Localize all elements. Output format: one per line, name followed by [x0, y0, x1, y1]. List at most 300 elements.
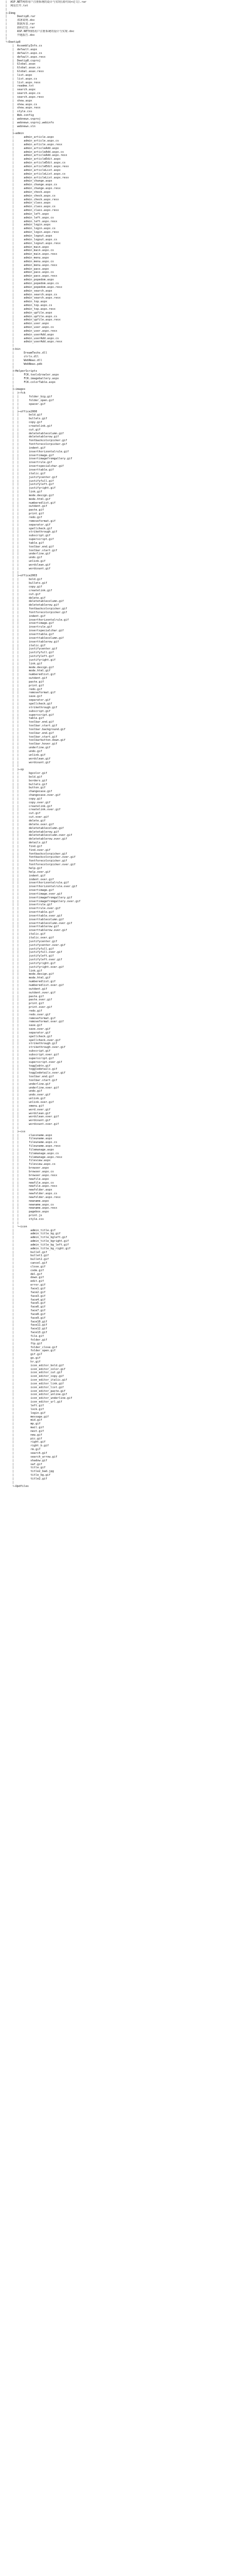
tree-line: │ Deetip8.csproj — [5, 59, 41, 62]
tree-line: │ │ newfolder.aspx.cs — [5, 1192, 57, 1196]
tree-line: │ │ fontbackcolorpicker.gif — [5, 607, 67, 611]
tree-line: │ ASP.NET网络用户注册系统的设计与实现(源代码+论文).rar — [5, 1, 87, 4]
tree-line: │ │ outdent.gif — [5, 505, 48, 508]
tree-line: │ │ insertspecialchar.gif — [5, 629, 64, 633]
tree-line: │ bullet.gif — [5, 1250, 48, 1254]
tree-line: │ │ — [5, 1126, 19, 1130]
tree-line: │ │ copy.gif — [5, 421, 42, 425]
tree-line: │ admin_articleAdd.aspx — [5, 146, 59, 150]
tree-line: │ admin_user.aspx — [5, 322, 49, 326]
tree-line: │ FCK.colorTable.aspx — [5, 380, 56, 384]
tree-line: │ ├─xp — [5, 768, 24, 772]
tree-line: │ DreamTechs.dll — [5, 351, 48, 355]
tree-line: │ │ copy.gif — [5, 585, 42, 589]
tree-line: │ login.gif — [5, 1411, 45, 1415]
tree-line: │ │ bold.gif — [5, 775, 42, 779]
tree-line: │ │ classname.aspx — [5, 1133, 52, 1137]
tree-line: │ face8.gif — [5, 1312, 45, 1316]
tree-line: │ │ indent.gif — [5, 614, 45, 618]
tree-line: │ │ cut.gif — [5, 592, 41, 596]
tree-line: │ │ deletetablecolumn.gif — [5, 826, 64, 830]
tree-line: │ │ removeformat.over.gif — [5, 1020, 64, 1024]
tree-line: │ │ changecase.over.gif — [5, 794, 61, 797]
tree-line: │ default.aspx.resx — [5, 55, 45, 59]
tree-line: │ rm.gif — [5, 1448, 41, 1452]
tree-line: │ │ unlink.gif — [5, 753, 45, 757]
tree-line: │ │ justifycenter.gif — [5, 647, 57, 651]
tree-line: │ │ subscript.gif — [5, 709, 51, 713]
tree-line: │ │ deletetablerow.over.gif — [5, 837, 67, 841]
tree-line: │ admin_userAdd.aspx.cs — [5, 336, 59, 340]
tree-line: │ │ help.gif — [5, 866, 42, 870]
tree-line: │ │ justifyleft.gif — [5, 655, 54, 659]
tree-line: │ │ superscript.gif — [5, 713, 54, 717]
tree-line: │ admin_article.aspx.resx — [5, 143, 63, 146]
tree-line: │ shadow.gif — [5, 1459, 48, 1462]
tree-line: │ icon_editor_copy.gif — [5, 1375, 64, 1379]
tree-line: │ edit.gif — [5, 1280, 44, 1283]
tree-line: │ │ — [5, 1221, 19, 1225]
tree-line: │ admin_login.aspx.cs — [5, 227, 56, 231]
tree-line: │ │ removeformat.gif — [5, 519, 56, 523]
tree-line: │ admin_title_bgleft.gif — [5, 1236, 67, 1240]
tree-line: │ admin_login.aspx.resx — [5, 231, 59, 234]
tree-line: │ │ details.gif — [5, 841, 48, 845]
tree-line: │ │ folder_open.gif — [5, 398, 54, 402]
tree-line: │ │ toggledetails.gif — [5, 1068, 57, 1071]
tree-line: │ face12.gif — [5, 1327, 48, 1331]
tree-line: │ │ indent.gif — [5, 446, 45, 450]
tree-line: │ admin_articleList.aspx.cs — [5, 172, 66, 176]
tree-line: │ │ inserttable.gif — [5, 911, 54, 914]
tree-line: │ │ xmenu.gif — [5, 1104, 44, 1108]
tree-line: │ WebNews.dll — [5, 358, 42, 362]
tree-line: │ admin_articleEdit.aspx — [5, 158, 61, 161]
tree-line: │ │ print.js — [5, 1214, 42, 1218]
tree-line: │ message.gif — [5, 1415, 49, 1419]
tree-line: │ face7.gif — [5, 1309, 45, 1313]
tree-line: │ admin_top.aspx — [5, 300, 48, 304]
tree-line: │ │ fontforecolorpicker.gif — [5, 443, 67, 447]
tree-line: │ admin_article.aspx — [5, 136, 54, 139]
tree-line: │ │ inserttablecolumn.over.gif — [5, 921, 72, 925]
tree-line: │ │ removeformat.gif — [5, 1016, 56, 1020]
tree-line: │ │ separator.gif — [5, 1031, 51, 1035]
tree-line: │ 数据库表.rar — [5, 22, 35, 26]
tree-line: │ │ filemanage.aspx.cs — [5, 1152, 59, 1155]
tree-line: │ │ underline.gif — [5, 746, 51, 750]
tree-line: │ │ delete.gif — [5, 819, 45, 823]
tree-line: │ │ link.gif — [5, 969, 42, 973]
tree-line: │ admin_change.aspx.resx — [5, 187, 61, 191]
tree-line: │ │ strikethrough.gif — [5, 706, 57, 709]
tree-line: │ admin_logout.aspx.resx — [5, 241, 61, 245]
tree-line: │ icon_editor_underline.gif — [5, 1397, 72, 1400]
tree-line: │ │ spellcheck.gif — [5, 702, 52, 706]
tree-line: │ │ newfolder.aspx.resx — [5, 1195, 61, 1199]
tree-line: │ │ insertrule.gif — [5, 903, 52, 907]
tree-line: │ code.gif — [5, 1269, 44, 1272]
tree-line: │ │ save.gif — [5, 695, 42, 699]
tree-line: │ bullet1.gif — [5, 1254, 49, 1258]
tree-line: │ │ subscript.gif — [5, 534, 51, 538]
tree-line: │ icon_editor_cut.gif — [5, 1371, 63, 1375]
tree-line: │ admin_upfile.aspx.resx — [5, 318, 61, 322]
tree-line: │ │ redo.gif — [5, 515, 42, 519]
tree-line: │ ├─office2000 — [5, 410, 37, 413]
tree-line: │ │ link.gif — [5, 490, 42, 494]
tree-line: │ face4.gif — [5, 1298, 45, 1302]
tree-line: │ │ justifyright.gif — [5, 658, 56, 662]
tree-line: │ │ cut.gif — [5, 428, 41, 432]
tree-line: │ search.aspx.resx — [5, 95, 44, 99]
tree-line: │ right_b.gif — [5, 1444, 49, 1448]
tree-line: └─Updfiles — [5, 1484, 29, 1488]
tree-line: │ │ delete.over.gif — [5, 823, 54, 826]
tree-line: │ │ createlink.over.gif — [5, 808, 61, 812]
tree-line: │ — [5, 366, 14, 370]
tree-line: │ │ deletetablecolumn.gif — [5, 600, 64, 604]
tree-line: │ admin_articleAdd.aspx.resx — [5, 154, 67, 158]
tree-line: │ admin_logout.aspx — [5, 234, 52, 238]
tree-line: │ │ browser.aspx.resx — [5, 1173, 57, 1177]
tree-line: │ │ wordcount.gif — [5, 567, 51, 570]
tree-line: │ │ deletetablecolumn.over.gif — [5, 834, 72, 837]
tree-line: │ │ underline.gif — [5, 1082, 51, 1086]
tree-line: │ │ insertimagefromgallery.gif — [5, 896, 72, 899]
tree-line: │ │ cut.over.gif — [5, 816, 49, 819]
tree-line: │ face5.gif — [5, 1302, 45, 1305]
tree-line: │ admin_userAdd.aspx — [5, 333, 54, 336]
tree-line: │ │ mode.html.gif — [5, 976, 51, 980]
tree-line: │ │ insertspecialchar.gif — [5, 465, 64, 468]
tree-line: │ │ copy.over.gif — [5, 801, 51, 804]
tree-line: │ │ inserthorizontalrule.gif — [5, 450, 69, 453]
tree-line: │ icon_editor_bold.gif — [5, 1364, 64, 1367]
tree-line: │ │ newfolder.aspx — [5, 1188, 52, 1192]
tree-line: │ 网站打开.txt — [5, 4, 28, 7]
tree-line: │ │ spacer.gif — [5, 402, 45, 406]
tree-line: │ admin_articleAdd.aspx.cs — [5, 150, 64, 154]
tree-line: │ │ justifyfull.gif — [5, 947, 54, 951]
tree-line: │ │ justifyleft.gif — [5, 483, 54, 487]
tree-line: │ cancel.gif — [5, 1262, 48, 1265]
tree-line: │ │ insertrule.over.gif — [5, 907, 61, 911]
tree-line: │ │ outdent.gif — [5, 677, 48, 680]
tree-line: │ admin_pass.aspx.cs — [5, 271, 54, 275]
tree-line: │ │ toolbar.start.gif — [5, 1078, 57, 1082]
tree-line: │ lock.gif — [5, 1407, 44, 1411]
tree-line: │ Global.asax.cs — [5, 66, 41, 70]
tree-line: │ │ paste.gif — [5, 995, 44, 998]
tree-line: │ └─icon — [5, 1225, 27, 1228]
tree-line: │ │ bold.gif — [5, 413, 42, 417]
tree-line: │ │ subscript.over.gif — [5, 1053, 59, 1056]
tree-line: │ │ fileuname.aspx.resx — [5, 1145, 61, 1148]
tree-line: │ swf.gif — [5, 1462, 42, 1466]
tree-line: │ face1.gif — [5, 1287, 45, 1290]
tree-line: │ │ toolbar.start.gif — [5, 549, 57, 552]
tree-line: │ — [5, 1481, 14, 1484]
tree-line: │ │ spellcheck.gif — [5, 1035, 52, 1038]
tree-line: │ admin_left.aspx.cs — [5, 216, 54, 220]
tree-line: │ go.gif — [5, 1357, 41, 1360]
tree-line: │ │ print.gif — [5, 512, 44, 516]
tree-line: └─Deetip8 — [5, 41, 21, 44]
tree-line: │ list.aspx.resx — [5, 81, 41, 84]
tree-line: │ title2_bad.jpg — [5, 1470, 54, 1474]
tree-line: │ │ toolbar.end.gif — [5, 545, 54, 549]
tree-line: │ │ wordcount.gif — [5, 1119, 51, 1123]
tree-line: │ │ wordcount.over.gif — [5, 1123, 59, 1126]
tree-line: │ │ separator.gif — [5, 523, 51, 527]
tree-line: │ face11.gif — [5, 1324, 48, 1327]
tree-line: │ admin_user.aspx.resx — [5, 329, 57, 333]
tree-line: │ folder_open.gif — [5, 1349, 56, 1353]
tree-line: │ search.aspx — [5, 88, 36, 92]
tree-line: │ ASP.NET网络用户注册系统的设计与实现.doc — [5, 29, 74, 33]
tree-line: │ │ insertimage.gif — [5, 622, 54, 625]
tree-line: │ face3.gif — [5, 1294, 45, 1298]
tree-line: │ — [5, 384, 14, 388]
tree-line: │ list.aspx.cs — [5, 77, 37, 81]
tree-line: │ admin_title_bg_left.gif — [5, 1243, 69, 1247]
tree-line: │ admin_top.aspx.resx — [5, 307, 56, 311]
tree-line: │ │ spellcheck.over.gif — [5, 1038, 61, 1042]
tree-line: │ │ subscript.gif — [5, 1050, 51, 1053]
tree-line: │ │ toolbar.start.gif — [5, 724, 57, 728]
tree-line: │ │ toolbar.hover.gif — [5, 742, 57, 746]
tree-line: │ down.gif — [5, 1276, 44, 1280]
tree-line: │ readme.txt — [5, 84, 34, 88]
tree-line: │ search_arrow.gif — [5, 1455, 57, 1459]
tree-line: │ mid.gif — [5, 1419, 42, 1422]
tree-line: │ admin_login.aspx — [5, 223, 51, 227]
tree-line: │ │ italic.gif — [5, 644, 45, 647]
tree-line: │ │ fileuname.aspx.cs — [5, 1141, 57, 1145]
tree-line: │ │ pagebox.aspx — [5, 1210, 49, 1214]
tree-line: │ icon_editor_link.gif — [5, 1382, 64, 1385]
tree-line: │ │ superscript.gif — [5, 538, 54, 542]
tree-line: │ │ unlink.over.gif — [5, 1100, 54, 1104]
tree-line: │ │ table.gif — [5, 541, 44, 545]
tree-line: │ │ button.gif — [5, 786, 45, 790]
tree-line: │ │ toolbar.background.gif — [5, 727, 66, 731]
tree-line: │ face10.gif — [5, 1320, 48, 1324]
tree-line: │ │ removeformat.gif — [5, 691, 56, 695]
tree-line: │ icon_editor_url.gif — [5, 1400, 63, 1404]
tree-line: │ │ togglebtn.gif — [5, 1064, 51, 1068]
tree-line: │ new.gif — [5, 1433, 42, 1437]
tree-line: │ default.aspx.cs — [5, 51, 42, 55]
tree-line: │ admin_article.aspx.cs — [5, 139, 59, 143]
tree-line: │ │ mode.design.gif — [5, 665, 54, 669]
tree-line: │ │ underline.over.gif — [5, 1086, 59, 1090]
tree-line: │ webnews.sln — [5, 124, 36, 128]
tree-line: │ │ outdent.gif — [5, 987, 48, 991]
tree-line: │ ftp.gif — [5, 1342, 42, 1345]
tree-line: │ 源码打包.rar — [5, 26, 35, 29]
tree-line: ├─HelperScripts — [5, 370, 37, 373]
tree-line: │ icon_editor_paste.gif — [5, 1389, 66, 1393]
tree-line: ├─Ikmg — [5, 11, 16, 15]
tree-line: │ │ mode.html.gif — [5, 497, 51, 501]
tree-line: │ │ inserttable.over.gif — [5, 914, 63, 918]
tree-line: │ │ newfile.aspx.resx — [5, 1185, 57, 1188]
tree-line: │ admin_check.aspx.cs — [5, 194, 56, 198]
tree-line: │ │ find.gif — [5, 844, 42, 848]
tree-line: │ │ insertimage.gif — [5, 453, 54, 457]
tree-line: │ │ numberedlist.gif — [5, 501, 56, 505]
tree-line: │ title_bg.gif — [5, 1474, 51, 1477]
tree-line: │ │ filemanage.aspx — [5, 1148, 54, 1152]
tree-line: │ │ undo.over.gif — [5, 1093, 51, 1097]
tree-line: │ │ — [5, 764, 19, 768]
tree-line: │ │ newfile.aspx.cs — [5, 1181, 54, 1185]
tree-line: │ admin_popedom.aspx.cs — [5, 281, 59, 285]
tree-line: │ │ undo.gif — [5, 749, 42, 753]
tree-line: │ │ cut.gif — [5, 812, 41, 816]
tree-line: │ │ insertimage.over.gif — [5, 892, 63, 896]
tree-line: │ │ insertimagefromgallery.gif — [5, 457, 72, 461]
tree-line: │ search.gif — [5, 1451, 48, 1455]
tree-line: │ │ insertrule.gif — [5, 625, 52, 629]
tree-line: │ admin_left.aspx — [5, 212, 49, 216]
tree-line: │ │ justifyfull.gif — [5, 651, 54, 655]
tree-line: │ show.aspx.cs — [5, 103, 37, 106]
tree-line: │ │ redo.over.gif — [5, 1013, 51, 1016]
tree-line: │ icon_editor_unline.gif — [5, 1393, 67, 1397]
tree-line: │ │ justifyright.gif — [5, 961, 56, 965]
tree-line: │ │ justifyleft.gif — [5, 954, 54, 958]
tree-line: │ │ inserttable.gif — [5, 468, 54, 472]
tree-line: │ icon_editor_italic.gif — [5, 1379, 67, 1382]
tree-line: │ │ newname.aspx.cs — [5, 1203, 54, 1207]
tree-line: │ │ inserttable.gif — [5, 632, 54, 636]
tree-line: │ │ borders.gif — [5, 779, 48, 782]
tree-line: │ admin_articleList.aspx.resx — [5, 176, 69, 179]
tree-line: │ │ italic.gif — [5, 933, 45, 936]
tree-line: │ │ mode.html.gif — [5, 669, 51, 673]
tree-line: │ │ separator.gif — [5, 699, 51, 702]
tree-line: │ admin_upfile.aspx.cs — [5, 315, 57, 318]
tree-line: │ │ inserthorizontalrule.gif — [5, 881, 69, 885]
tree-line: │ admin_change.aspx — [5, 179, 52, 183]
tree-line: │ │ justifyfull.over.gif — [5, 951, 63, 954]
tree-line: │ icon_editor_list.gif — [5, 1385, 64, 1389]
tree-line: │ left.gif — [5, 1404, 44, 1407]
tree-line: │ │ mode.design.gif — [5, 973, 54, 976]
tree-line: │ face2.gif — [5, 1290, 45, 1294]
tree-line: │ │ changecase.gif — [5, 790, 52, 794]
tree-line: │ │ numberedlist.gif — [5, 673, 56, 677]
tree-line: │ │ toolbar.end.gif — [5, 1075, 54, 1079]
tree-line: │ admin_search.aspx — [5, 289, 52, 293]
tree-line: │ Web.config — [5, 114, 34, 118]
tree-line: │ admin_check.aspx.resx — [5, 198, 59, 201]
tree-line: │ │ print.gif — [5, 684, 44, 687]
tree-line: │ admin_pass.aspx.resx — [5, 275, 57, 278]
tree-line: │ │ paste.over.gif — [5, 998, 52, 1002]
tree-line: │ admin_check.aspx — [5, 190, 51, 194]
tree-line: │ next.gif — [5, 1429, 44, 1433]
tree-line: │ │ style.css — [5, 1217, 44, 1221]
tree-line: │ admin_menu.aspx.cs — [5, 260, 54, 263]
tree-line: │ │ table.gif — [5, 717, 44, 721]
tree-line: │ │ save.over.gif — [5, 1028, 51, 1031]
tree-line: │ │ strikethrough.gif — [5, 1042, 57, 1046]
tree-line: │ Global.asax — [5, 62, 36, 66]
tree-line: │ file.gif — [5, 1334, 44, 1338]
tree-line: │ │ toolbar.start.gif — [5, 735, 57, 739]
tree-line: │ │ fontforecolorpicker.gif — [5, 859, 67, 863]
tree-line: │ │ insertimage.gif — [5, 889, 54, 892]
tree-line: │ show.aspx.resx — [5, 106, 41, 110]
tree-line: │ default.aspx — [5, 48, 37, 51]
tree-line: │ │ numberedlist.gif — [5, 980, 56, 984]
tree-line: │ │ outdent.over.gif — [5, 991, 56, 995]
tree-line: │ ├─office2003 — [5, 574, 37, 578]
tree-line: │ │ link.gif — [5, 662, 42, 665]
tree-line: │ │ inserttablerow.over.gif — [5, 929, 67, 933]
tree-line: │ │ createlink.gif — [5, 424, 52, 428]
tree-line: │ │ inserttablerow.gif — [5, 925, 59, 929]
tree-line: │ │ unlink.gif — [5, 1097, 45, 1101]
tree-line: │ face9.gif — [5, 1316, 45, 1320]
tree-line: │ show.aspx — [5, 99, 32, 103]
tree-line: │ │ wordclean.gif — [5, 563, 51, 567]
tree-line: │ │ superscript.over.gif — [5, 1060, 63, 1064]
tree-line: │ │ fontforecolorpicker.gif — [5, 610, 67, 614]
tree-line: │ │ deletetablerow.gif — [5, 830, 59, 834]
tree-line: │ admin_main.aspx — [5, 245, 49, 249]
tree-line: │ │ wordclean.over.gif — [5, 1115, 59, 1119]
tree-line: │ list.aspx — [5, 73, 32, 77]
tree-line: │ │ justifyright.gif — [5, 487, 56, 490]
tree-line: │ admin_title.gif — [5, 1228, 56, 1232]
tree-line: │ │ bold.gif — [5, 578, 42, 582]
tree-line: │ admin_title_bg.gif — [5, 1232, 61, 1236]
tree-line: │ │ deletetablecolumn.gif — [5, 432, 64, 435]
tree-line: │ │ filemanage.aspx.resx — [5, 1155, 63, 1159]
tree-line: │ admin_menu.aspx.resx — [5, 263, 57, 267]
tree-line: │ │ bullets.gif — [5, 782, 48, 786]
tree-line: │ mail.gif — [5, 1426, 44, 1430]
tree-line: │ │ createlink.gif — [5, 804, 52, 808]
tree-line: │ title.gif — [5, 1466, 45, 1470]
tree-line: │ — [5, 344, 14, 348]
tree-line: │ mp.gif — [5, 1422, 41, 1426]
tree-line: │ admin_upfile.aspx — [5, 311, 52, 315]
tree-line: │ │ print.over.gif — [5, 1006, 52, 1009]
tree-line: │ close.gif — [5, 1265, 45, 1269]
tree-line: │ admin_main.aspx.resx — [5, 253, 57, 256]
tree-line: │ │ bgcolor.gif — [5, 772, 48, 776]
tree-line: │ │ justifyleft.over.gif — [5, 958, 63, 962]
tree-line: │ │ justifycenter.gif — [5, 939, 57, 943]
tree-line: │ │ toolbar.end.gif — [5, 721, 54, 724]
tree-line: │ admin_search.aspx.resx — [5, 296, 61, 300]
tree-line: │ │ underline.gif — [5, 552, 51, 556]
tree-line: │ │ spellcheck.gif — [5, 527, 52, 530]
tree-line: │ │ justifycenter.gif — [5, 475, 57, 479]
tree-line: │ admin_userAdd.aspx.resx — [5, 340, 63, 344]
tree-line: │ │ — [5, 406, 19, 410]
tree-line: │ AssemblyInfo.cs — [5, 44, 42, 48]
tree-line: │ admin_class.aspx — [5, 201, 51, 205]
tree-line: │ admin_articleEdit.aspx.resx — [5, 165, 69, 168]
tree-line: │ │ numberedlist.over.gif — [5, 983, 64, 987]
